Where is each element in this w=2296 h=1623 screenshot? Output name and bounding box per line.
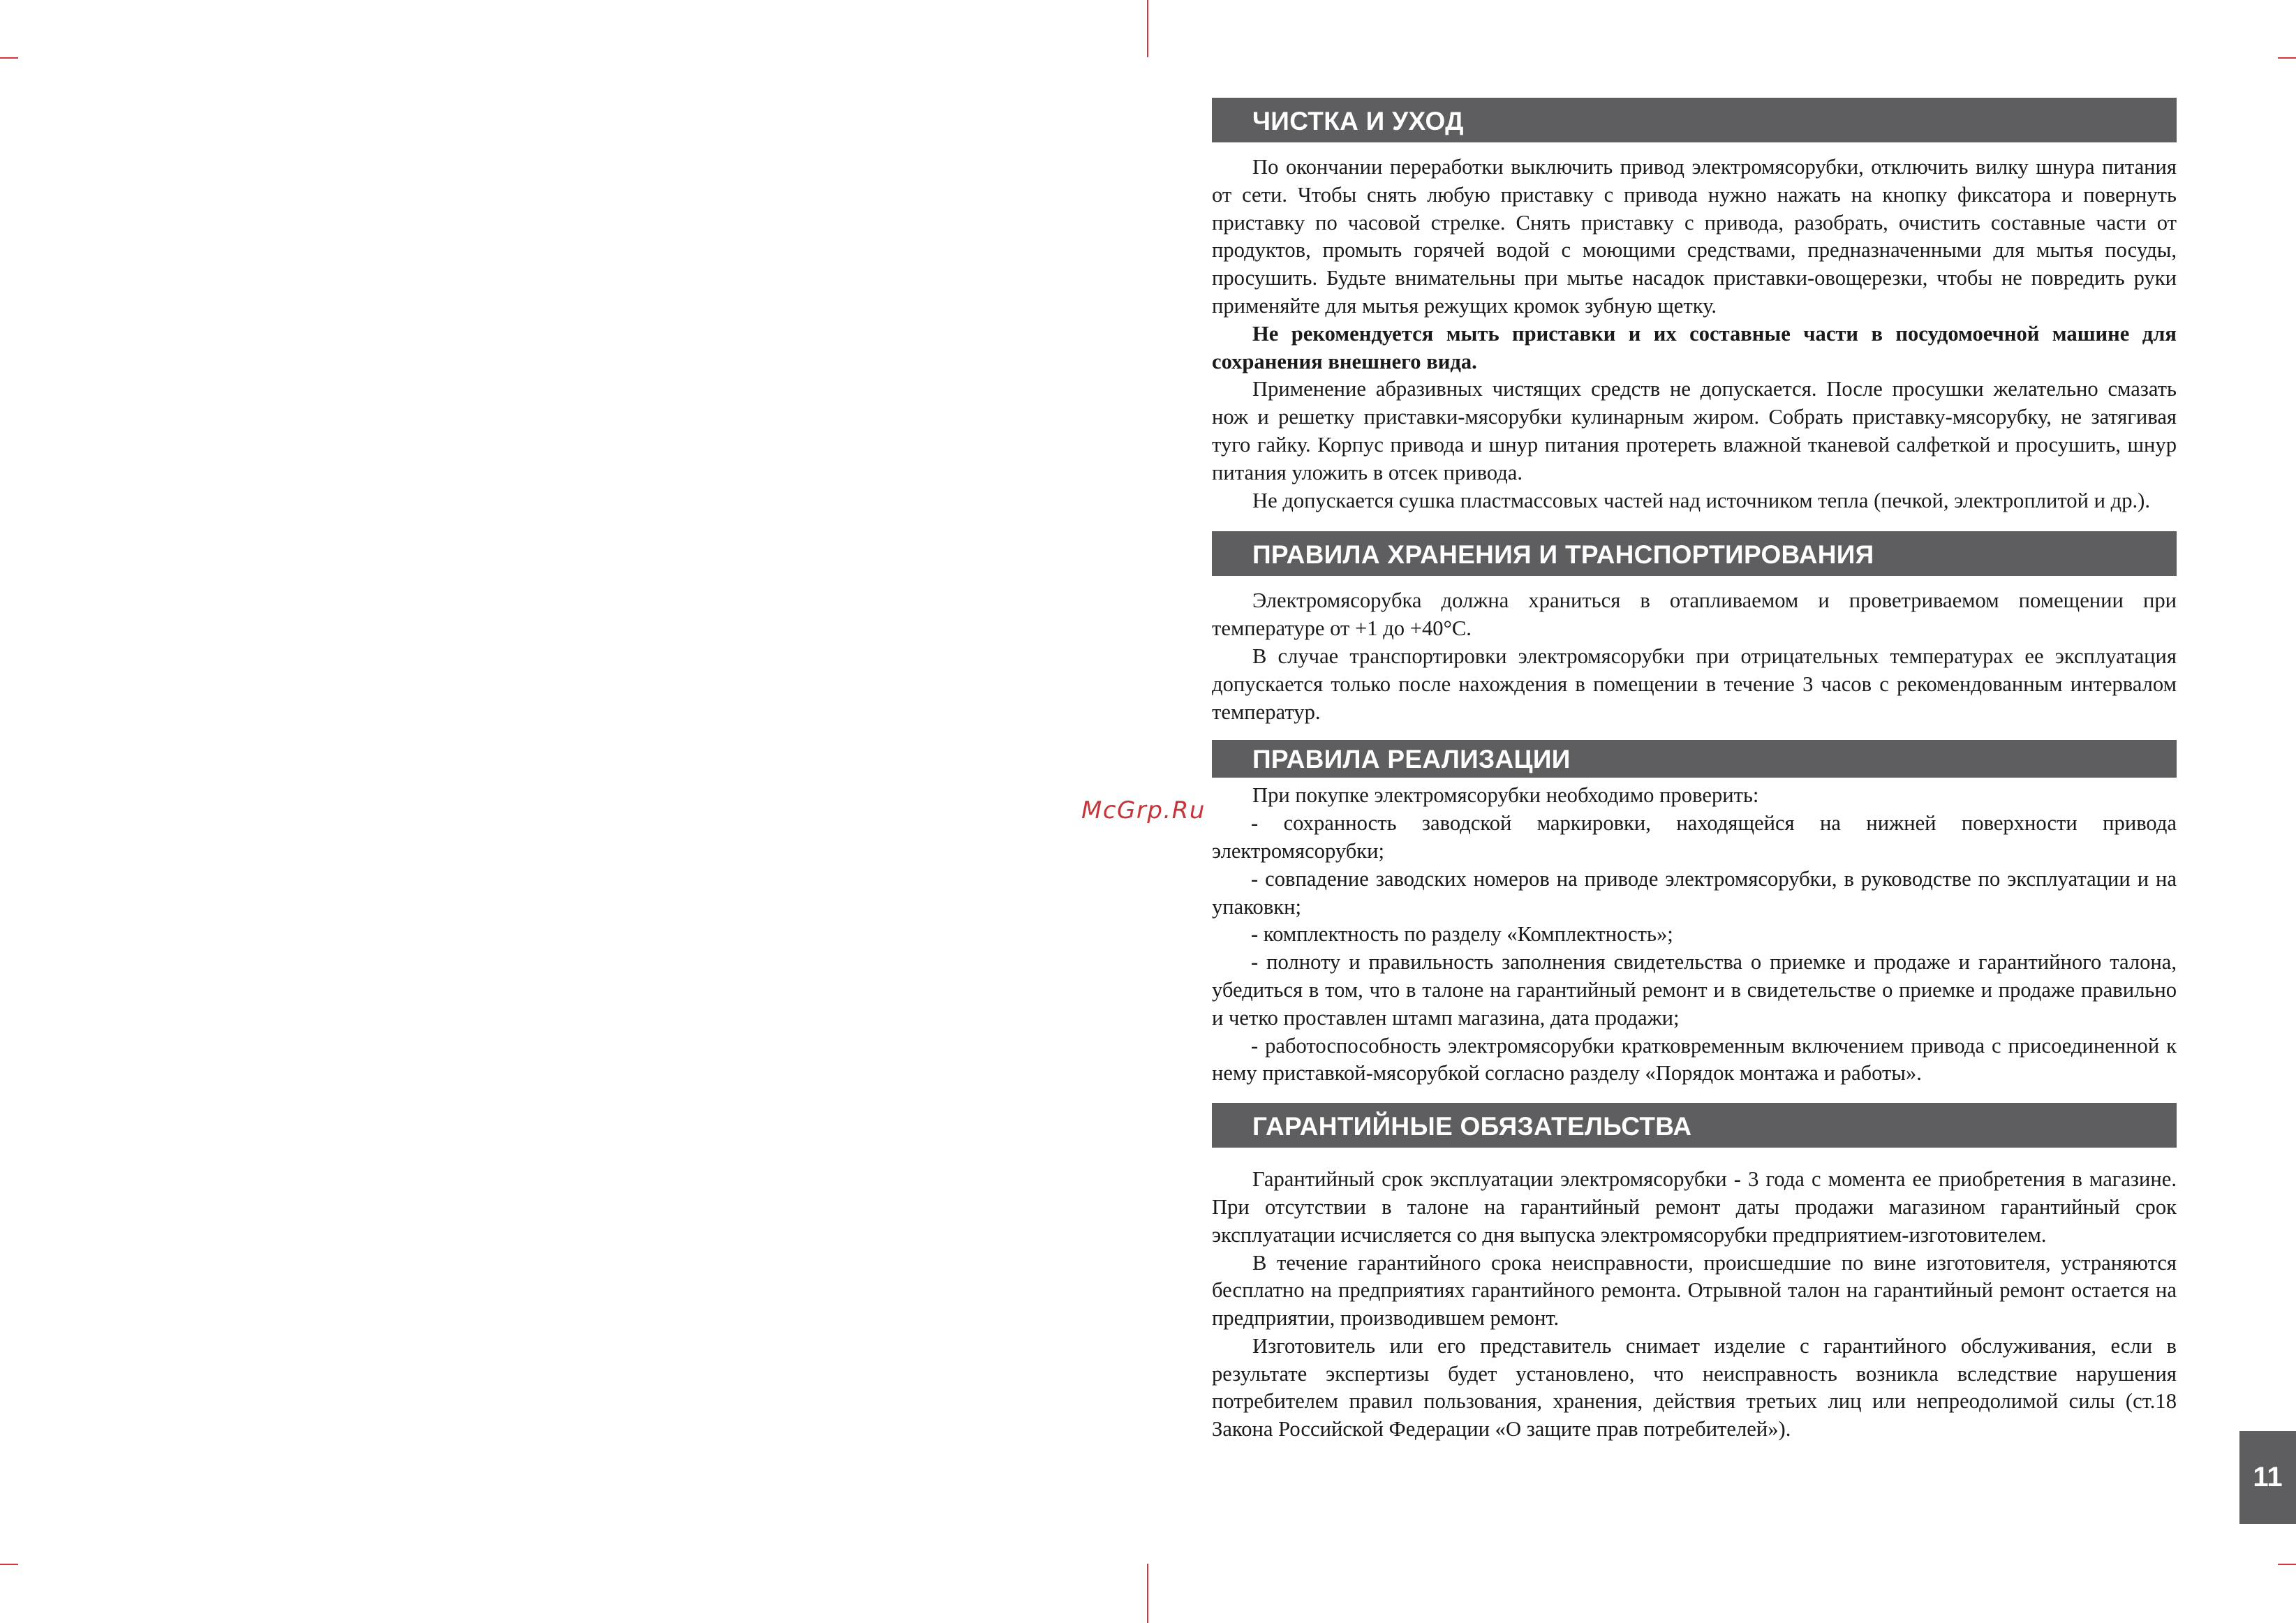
list-item: - работоспособность электромясорубки кратковременным включением привода с присоединенной к нему приставкой-мясорубкой согласно разделу «Порядок монтажа и работы». [1212, 1033, 2177, 1085]
crop-mark [2278, 57, 2296, 59]
page-content [1212, 98, 2177, 1444]
crop-mark [1147, 1564, 1148, 1623]
paragraph: Применение абразивных чистящих средств не допускается. После просушки желательно смазать нож и решетку приставки-мясорубки кулинарным жиром. Собрать приставку-мясорубку, не затягивая туго гайку. Корпус привода и шнур питания протереть влажной тканевой салфеткой и просушить, шнур питания уложить в отсек привода. [1212, 377, 2177, 484]
paragraph: При покупке электромясорубки необходимо проверить: [1252, 783, 1759, 808]
section-cleaning-care [1212, 98, 2177, 514]
paragraph-bold-note: Не рекомендуется мыть приставки и их составные части в посудомоечной машине для сохранения внешнего вида. [1212, 321, 2177, 373]
section-title: ЧИСТКА И УХОД [1212, 98, 2177, 142]
section-sale-rules [1212, 740, 2177, 1088]
section-body [1212, 782, 2177, 1088]
section-title: ПРАВИЛА РЕАЛИЗАЦИИ [1212, 740, 2177, 778]
section-body [1212, 1166, 2177, 1444]
crop-mark [0, 57, 18, 59]
paragraph: Изготовитель или его представитель снимает изделие с гарантийного обслуживания, если в результате экспертизы будет установлено, что неисправность возникла вследствие нарушения потребителем правил пользования, хранения, действия третьих лиц или непреодолимой силы (ст.18 Закона Российской Федерации «О защите прав потребителей»). [1212, 1333, 2177, 1442]
paragraph: По окончании переработки выключить привод электромясорубки, отключить вилку шнура питания от сети. Чтобы снять любую приставку с привода нужно нажать на кнопку фиксатора и повернуть приставку по часовой стрелке. Снять приставку с привода, разобрать, очистить составные части от продуктов, промыть горячей водой с моющими средствами, предназначенными для мытья посуды, просушить. Будьте внимательны при мытье насадок приставки-овощерезки, чтобы не повредить руки применяйте для мытья режущих кромок зубную щетку. [1212, 155, 2177, 318]
list-item: - полноту и правильность заполнения свидетельства о приемке и продаже и гарантийного талона, убедиться в том, что в талоне на гарантийный ремонт и в свидетельстве о приемке и продаже правильно и четко проставлен штамп магазина, дата продажи; [1212, 950, 2177, 1030]
paragraph: В случае транспортировки электромясорубки при отрицательных температурах ее эксплуатация допускается только после нахождения в помещении в течение 3 часов с рекомендованным интервалом температур. [1212, 644, 2177, 724]
section-title: ГАРАНТИЙНЫЕ ОБЯЗАТЕЛЬСТВА [1212, 1103, 2177, 1148]
crop-mark [0, 1564, 18, 1565]
paragraph: Гарантийный срок эксплуатации электромясорубки - 3 года с момента ее приобретения в магазине. При отсутствии в талоне на гарантийный ремонт даты продажи магазином гарантийный срок эксплуатации исчисляется со дня выпуска электромясорубки предприятием-изготовителем. [1212, 1167, 2177, 1247]
crop-mark [2278, 1564, 2296, 1565]
section-body [1212, 154, 2177, 514]
paragraph: Не допускается сушка пластмассовых частей над источником тепла (печкой, электроплитой и др.). [1252, 488, 2150, 512]
paragraph: Электромясорубка должна храниться в отапливаемом и проветриваемом помещении при температуре от +1 до +40°C. [1212, 588, 2177, 641]
section-body [1212, 587, 2177, 726]
crop-mark [1147, 0, 1148, 57]
section-storage-transport [1212, 531, 2177, 726]
list-item: - сохранность заводской маркировки, находящейся на нижней поверхности привода электромясорубки; [1212, 811, 2177, 863]
page-number-tab [2239, 1431, 2296, 1524]
section-title: ПРАВИЛА ХРАНЕНИЯ И ТРАНСПОРТИРОВАНИЯ [1212, 531, 2177, 576]
page-number: 11 [2253, 1462, 2283, 1492]
paragraph: В течение гарантийного срока неисправности, происшедшие по вине изготовителя, устраняются бесплатно на предприятиях гарантийного ремонта. Отрывной талон на гарантийный ремонт остается на предприятии, производившем ремонт. [1212, 1250, 2177, 1331]
list-item: - комплектность по разделу «Комплектность»; [1251, 922, 1673, 947]
section-warranty [1212, 1103, 2177, 1444]
watermark: McGrp.Ru [1081, 796, 1206, 824]
list-item: - совпадение заводских номеров на приводе электромясорубки, в руководстве по эксплуатации и на упаковкн; [1212, 866, 2177, 919]
